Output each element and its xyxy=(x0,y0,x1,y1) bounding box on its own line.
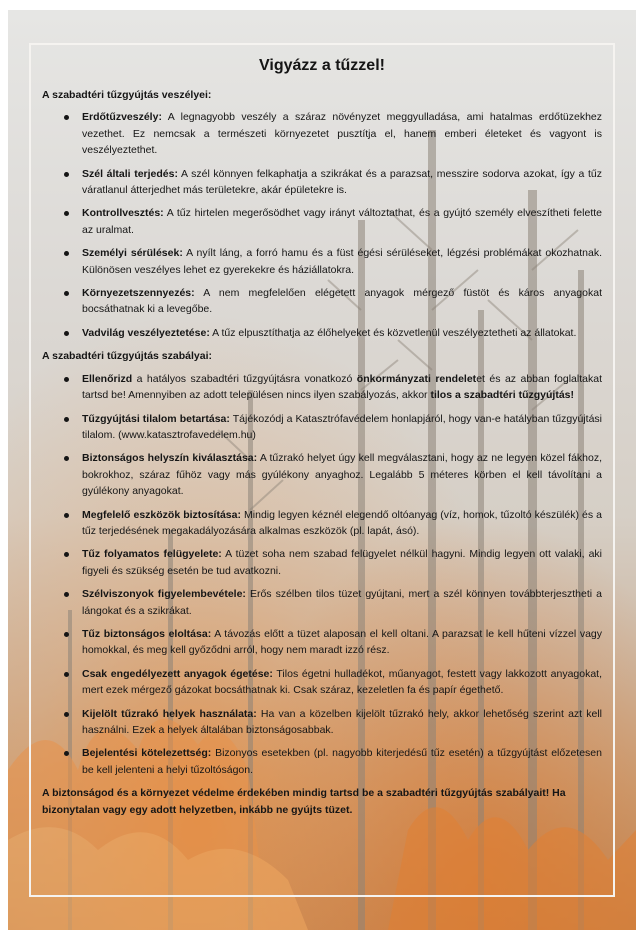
list-item xyxy=(82,371,602,404)
item-term: Tűz biztonságos eloltása: xyxy=(82,627,212,640)
item-term: Szélviszonyok figyelembevétele: xyxy=(82,588,246,601)
item-text: A nem megfelelően elégetett anyagok mérgező füstöt és káros anyagokat bocsáthatnak ki a levegőbe. xyxy=(82,287,602,316)
list-item xyxy=(82,285,602,318)
item-term: Tűzgyújtási tilalom betartása: xyxy=(82,412,230,425)
poster xyxy=(8,10,636,930)
item-text: Tájékozódj a Katasztrófavédelem honlapjáról, hogy van-e hatályban tűzgyújtási tilalom. (www.katasztrofavedelem.hu) xyxy=(82,412,602,441)
item-text: Ha van a közelben kijelölt tűzrakó hely, akkor lehetőség szerint azt kell használni. Ezek a helyek általában biztonságosabbak. xyxy=(82,707,603,736)
item-text: Bizonyos esetekben (pl. nagyobb kiterjedésű tűz esetén) a tűzgyújtást előzetesen be kell jelenteni a helyi tűzoltóságon. xyxy=(82,747,602,776)
list-item xyxy=(82,450,602,499)
list-item xyxy=(82,586,602,619)
item-term: Csak engedélyezett anyagok égetése: xyxy=(82,667,273,680)
item-text: a hatályos szabadtéri tűzgyújtásra vonatkozó xyxy=(132,372,357,385)
dangers-list xyxy=(42,109,602,341)
item-term: Személyi sérülések: xyxy=(82,247,183,260)
item-text: A tűz elpusztíthatja az élőhelyeket és közvetlenül veszélyeztetheti az állatokat. xyxy=(209,326,577,339)
item-term: Szél általi terjedés: xyxy=(82,167,178,180)
list-item xyxy=(82,745,602,778)
item-text: A tüzet soha nem szabad felügyelet nélkül hagyni. Mindig legyen ott valaki, aki figyeli és szükség esetén be tud avatkozni. xyxy=(82,548,602,577)
list-item xyxy=(82,325,602,341)
item-term: Bejelentési kötelezettség: xyxy=(82,747,212,760)
dangers-section-title: A szabadtéri tűzgyújtás veszélyei: xyxy=(42,89,212,101)
list-item xyxy=(82,411,602,444)
item-text: et és az abban foglaltakat tartsd be! Amennyiben az adott településen nincs ilyen szabályozás, akkor xyxy=(82,372,602,402)
list-item xyxy=(82,205,602,238)
item-text: A tűzrakó helyet úgy kell megválasztani, hogy az ne legyen közel fákhoz, bokrokhoz, száraz fűhöz vagy más gyúlékony anyaghoz. Legalább 5 méteres körben el kell távolítani a gyúlékony anyagokat. xyxy=(82,452,602,498)
list-item xyxy=(82,166,602,199)
item-term: Környezetszennyezés: xyxy=(82,287,195,300)
item-term: Tűz folyamatos felügyelete: xyxy=(82,548,222,561)
item-text: A szél könnyen felkaphatja a szikrákat és a parazsat, messzire sodorva azokat, így a tűz váratlanul átterjedhet más területekre, akár épületekre is. xyxy=(82,167,602,197)
item-term: Kijelölt tűzrakó helyek használata: xyxy=(82,707,257,720)
item-term: Biztonságos helyszín kiválasztása: xyxy=(82,452,258,465)
item-text: A nyílt láng, a forró hamu és a füst égési sérüléseket, légzési problémákat okozhatnak. Különösen veszélyes lehet ez gyerekekre és háziállatokra. xyxy=(82,247,603,276)
content xyxy=(42,55,602,818)
rules-list xyxy=(42,371,602,779)
item-term: Vadvilág veszélyeztetése: xyxy=(82,326,210,339)
rules-section-title: A szabadtéri tűzgyújtás szabályai: xyxy=(42,350,212,363)
closing-note: A biztonságod és a környezet védelme érdekében mindig tartsd be a szabadtéri tűzgyújtás szabályait! Ha bizonytalan vagy egy adott helyzetben, inkább ne gyújts tüzet. xyxy=(42,787,566,816)
item-text: A legnagyobb veszély a száraz növényzet meggyulladása, ami hatalmas erdőtüzekhez vezethet. Ez nemcsak a természeti környezetet pusztítja el, hanem emberi életeket és vagyont is veszélyeztethet. xyxy=(82,111,602,157)
list-item xyxy=(82,245,602,278)
item-text: Mindig legyen kéznél elegendő oltóanyag (víz, homok, tűzoltó készülék) és a tűz terjedésének megakadályozására alkalmas eszközök (pl. lapát, ásó). xyxy=(82,508,602,537)
item-term: Ellenőrizd xyxy=(82,372,133,385)
list-item xyxy=(82,546,602,579)
item-term: Erdőtűzveszély: xyxy=(82,111,162,124)
item-text: Erős szélben tilos tüzet gyújtani, mert a szél könnyen továbbterjesztheti a lángokat és a szikrákat. xyxy=(82,588,602,617)
item-text: A tűz hirtelen megerősödhet vagy irányt változtathat, és a gyújtó személy elveszítheti felette az uralmat. xyxy=(82,207,602,236)
list-item xyxy=(82,507,602,540)
list-item xyxy=(82,626,602,659)
item-term: Kontrollvesztés: xyxy=(82,207,164,220)
item-text: A távozás előtt a tüzet alaposan el kell oltani. A parazsat le kell hűteni vízzel vagy homokkal, és meg kell győződni arról, hogy nem maradt izzó rész. xyxy=(82,627,603,657)
item-term: Megfelelő eszközök biztosítása: xyxy=(82,508,241,521)
list-item xyxy=(82,666,602,699)
page-title: Vigyázz a tűzzel! xyxy=(259,57,385,74)
item-emphasis: önkormányzati rendelet xyxy=(356,372,477,385)
item-emphasis: tilos a szabadtéri tűzgyújtás! xyxy=(430,389,574,402)
list-item xyxy=(82,109,602,158)
list-item xyxy=(82,706,602,739)
item-text: Tilos égetni hulladékot, műanyagot, festett vagy lakkozott anyagokat, mert ezek mérgező gázokat bocsáthatnak ki. Csak száraz, kezeletlen fa és papír égethető. xyxy=(82,667,603,697)
